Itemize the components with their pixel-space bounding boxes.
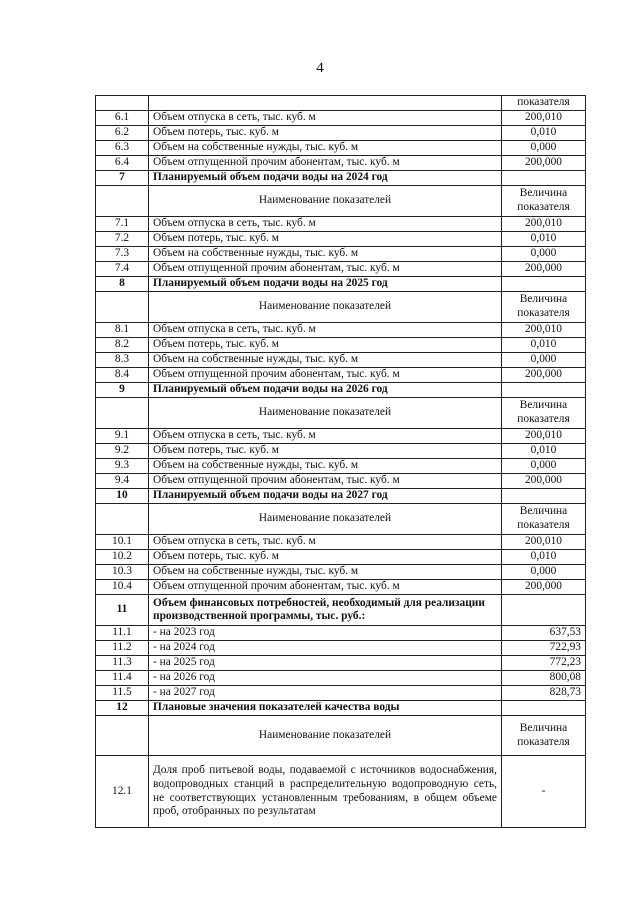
- column-header-value: Величина показателя: [502, 716, 586, 756]
- indicator-name: Объем отпуска в сеть, тыс. куб. м: [149, 535, 502, 550]
- section-number: 11: [96, 595, 149, 626]
- row-number: 9.3: [96, 459, 149, 474]
- row-number: 7.1: [96, 217, 149, 232]
- indicator-value: 200,010: [502, 535, 586, 550]
- table-row: [96, 429, 586, 444]
- row-number: 8.4: [96, 368, 149, 383]
- table-row: [96, 656, 586, 671]
- section-title: Планируемый объем подачи воды на 2026 год: [149, 383, 502, 398]
- section-number: 10: [96, 489, 149, 504]
- indicator-name: Объем на собственные нужды, тыс. куб. м: [149, 353, 502, 368]
- row-number: 12.1: [96, 756, 149, 828]
- column-header-value: Величина показателя: [502, 186, 586, 217]
- row-number: 9.4: [96, 474, 149, 489]
- row-number: 8.1: [96, 323, 149, 338]
- row-number: 7.4: [96, 262, 149, 277]
- column-header-name: Наименование показателей: [149, 716, 502, 756]
- column-header-row: [96, 398, 586, 429]
- row-number: 6.1: [96, 111, 149, 126]
- column-header-row: [96, 504, 586, 535]
- indicator-value: 200,000: [502, 368, 586, 383]
- indicator-value: 0,000: [502, 141, 586, 156]
- table-row: [96, 353, 586, 368]
- column-header-value: Величина показателя: [502, 292, 586, 323]
- row-number: 10.2: [96, 550, 149, 565]
- row-number: 9.2: [96, 444, 149, 459]
- table-row: [96, 323, 586, 338]
- indicator-value: 200,010: [502, 217, 586, 232]
- indicator-value: 200,000: [502, 262, 586, 277]
- table-row: [96, 535, 586, 550]
- indicator-value: 0,010: [502, 232, 586, 247]
- column-header-name: Наименование показателей: [149, 398, 502, 429]
- indicator-name: Объем отпущенной прочим абонентам, тыс. куб. м: [149, 368, 502, 383]
- indicator-name: - на 2024 год: [149, 641, 502, 656]
- column-header-row: [96, 186, 586, 217]
- table-row: [96, 141, 586, 156]
- indicator-name: Объем отпуска в сеть, тыс. куб. м: [149, 217, 502, 232]
- row-number: 11.5: [96, 686, 149, 701]
- section-title: Плановые значения показателей качества воды: [149, 701, 502, 716]
- indicator-name: Доля проб питьевой воды, подаваемой с источников водоснабжения, водопроводных станций в распределительную водопроводную сеть, не соответствующих установленным требованиям, в общем объеме проб, отобранных по результатам: [149, 756, 502, 828]
- table-row: [96, 262, 586, 277]
- row-number: 10.3: [96, 565, 149, 580]
- table-row: [96, 580, 586, 595]
- indicator-value: 0,000: [502, 353, 586, 368]
- row-number: 7.2: [96, 232, 149, 247]
- table-row: [96, 756, 586, 828]
- section-row: [96, 489, 586, 504]
- page-number: 4: [316, 60, 324, 76]
- indicator-value: 200,000: [502, 580, 586, 595]
- indicator-value: -: [502, 756, 586, 828]
- column-header-name: Наименование показателей: [149, 504, 502, 535]
- section-number: 12: [96, 701, 149, 716]
- table-row: [96, 474, 586, 489]
- table-row: [96, 232, 586, 247]
- indicator-value: 0,010: [502, 126, 586, 141]
- indicator-value: 0,010: [502, 550, 586, 565]
- row-number: 8.3: [96, 353, 149, 368]
- section-row: [96, 277, 586, 292]
- indicator-value: 0,010: [502, 338, 586, 353]
- column-header-name: Наименование показателей: [149, 292, 502, 323]
- section-title: Планируемый объем подачи воды на 2027 год: [149, 489, 502, 504]
- table-row: [96, 217, 586, 232]
- table-row: [96, 368, 586, 383]
- indicator-value: 0,000: [502, 247, 586, 262]
- table-row: [96, 111, 586, 126]
- indicator-name: Объем отпуска в сеть, тыс. куб. м: [149, 429, 502, 444]
- indicator-value: 200,010: [502, 111, 586, 126]
- value-header-continuation: показателя: [502, 96, 586, 111]
- indicator-value: 0,000: [502, 565, 586, 580]
- indicator-name: Объем отпущенной прочим абонентам, тыс. куб. м: [149, 580, 502, 595]
- indicator-name: Объем отпущенной прочим абонентам, тыс. куб. м: [149, 156, 502, 171]
- indicator-name: Объем на собственные нужды, тыс. куб. м: [149, 141, 502, 156]
- table-row: [96, 459, 586, 474]
- column-header-row: [96, 716, 586, 756]
- table-row: [96, 550, 586, 565]
- row-number: 10.1: [96, 535, 149, 550]
- row-number: 11.3: [96, 656, 149, 671]
- indicator-name: Объем на собственные нужды, тыс. куб. м: [149, 459, 502, 474]
- row-number: 11.2: [96, 641, 149, 656]
- indicator-name: Объем потерь, тыс. куб. м: [149, 338, 502, 353]
- indicator-value: 722,93: [502, 641, 586, 656]
- indicator-name: - на 2027 год: [149, 686, 502, 701]
- table-row: [96, 641, 586, 656]
- indicator-value: 0,000: [502, 459, 586, 474]
- indicator-name: - на 2023 год: [149, 626, 502, 641]
- column-header-name: Наименование показателей: [149, 186, 502, 217]
- section-title: Планируемый объем подачи воды на 2025 год: [149, 277, 502, 292]
- indicator-name: Объем отпущенной прочим абонентам, тыс. куб. м: [149, 474, 502, 489]
- section-number: 8: [96, 277, 149, 292]
- indicator-value: 828,73: [502, 686, 586, 701]
- indicator-value: 200,000: [502, 156, 586, 171]
- column-header-row: [96, 292, 586, 323]
- table-row: [96, 126, 586, 141]
- section-row: [96, 701, 586, 716]
- indicator-value: 200,000: [502, 474, 586, 489]
- indicator-name: - на 2025 год: [149, 656, 502, 671]
- section-row: [96, 595, 586, 626]
- indicator-name: Объем потерь, тыс. куб. м: [149, 550, 502, 565]
- table-row: [96, 671, 586, 686]
- indicator-value: 772,23: [502, 656, 586, 671]
- indicator-name: Объем на собственные нужды, тыс. куб. м: [149, 565, 502, 580]
- row-number: 10.4: [96, 580, 149, 595]
- indicator-name: Объем отпуска в сеть, тыс. куб. м: [149, 111, 502, 126]
- column-header-value: Величина показателя: [502, 504, 586, 535]
- indicator-value: 0,010: [502, 444, 586, 459]
- indicator-value: 800,08: [502, 671, 586, 686]
- row-number: 6.4: [96, 156, 149, 171]
- section-number: 9: [96, 383, 149, 398]
- section-title: Объем финансовых потребностей, необходимый для реализации производственной программы, тыс. руб.:: [149, 595, 502, 626]
- row-number: 8.2: [96, 338, 149, 353]
- row-number: 11.1: [96, 626, 149, 641]
- column-header-value: Величина показателя: [502, 398, 586, 429]
- indicator-value: 200,010: [502, 323, 586, 338]
- indicator-value: 200,010: [502, 429, 586, 444]
- table-row: [96, 626, 586, 641]
- row-number: 6.2: [96, 126, 149, 141]
- program-table: [95, 95, 586, 828]
- table-row: [96, 96, 586, 111]
- table-row: [96, 247, 586, 262]
- indicator-name: Объем потерь, тыс. куб. м: [149, 444, 502, 459]
- row-number: 7.3: [96, 247, 149, 262]
- indicator-value: 637,53: [502, 626, 586, 641]
- section-number: 7: [96, 171, 149, 186]
- indicator-name: Объем на собственные нужды, тыс. куб. м: [149, 247, 502, 262]
- indicator-name: - на 2026 год: [149, 671, 502, 686]
- table-row: [96, 444, 586, 459]
- indicator-name: Объем отпуска в сеть, тыс. куб. м: [149, 323, 502, 338]
- section-title: Планируемый объем подачи воды на 2024 год: [149, 171, 502, 186]
- section-row: [96, 383, 586, 398]
- table-row: [96, 338, 586, 353]
- row-number: 6.3: [96, 141, 149, 156]
- indicator-name: Объем потерь, тыс. куб. м: [149, 232, 502, 247]
- table-row: [96, 686, 586, 701]
- indicator-name: Объем отпущенной прочим абонентам, тыс. куб. м: [149, 262, 502, 277]
- table-row: [96, 156, 586, 171]
- indicator-name: Объем потерь, тыс. куб. м: [149, 126, 502, 141]
- table-row: [96, 565, 586, 580]
- section-row: [96, 171, 586, 186]
- row-number: 9.1: [96, 429, 149, 444]
- row-number: 11.4: [96, 671, 149, 686]
